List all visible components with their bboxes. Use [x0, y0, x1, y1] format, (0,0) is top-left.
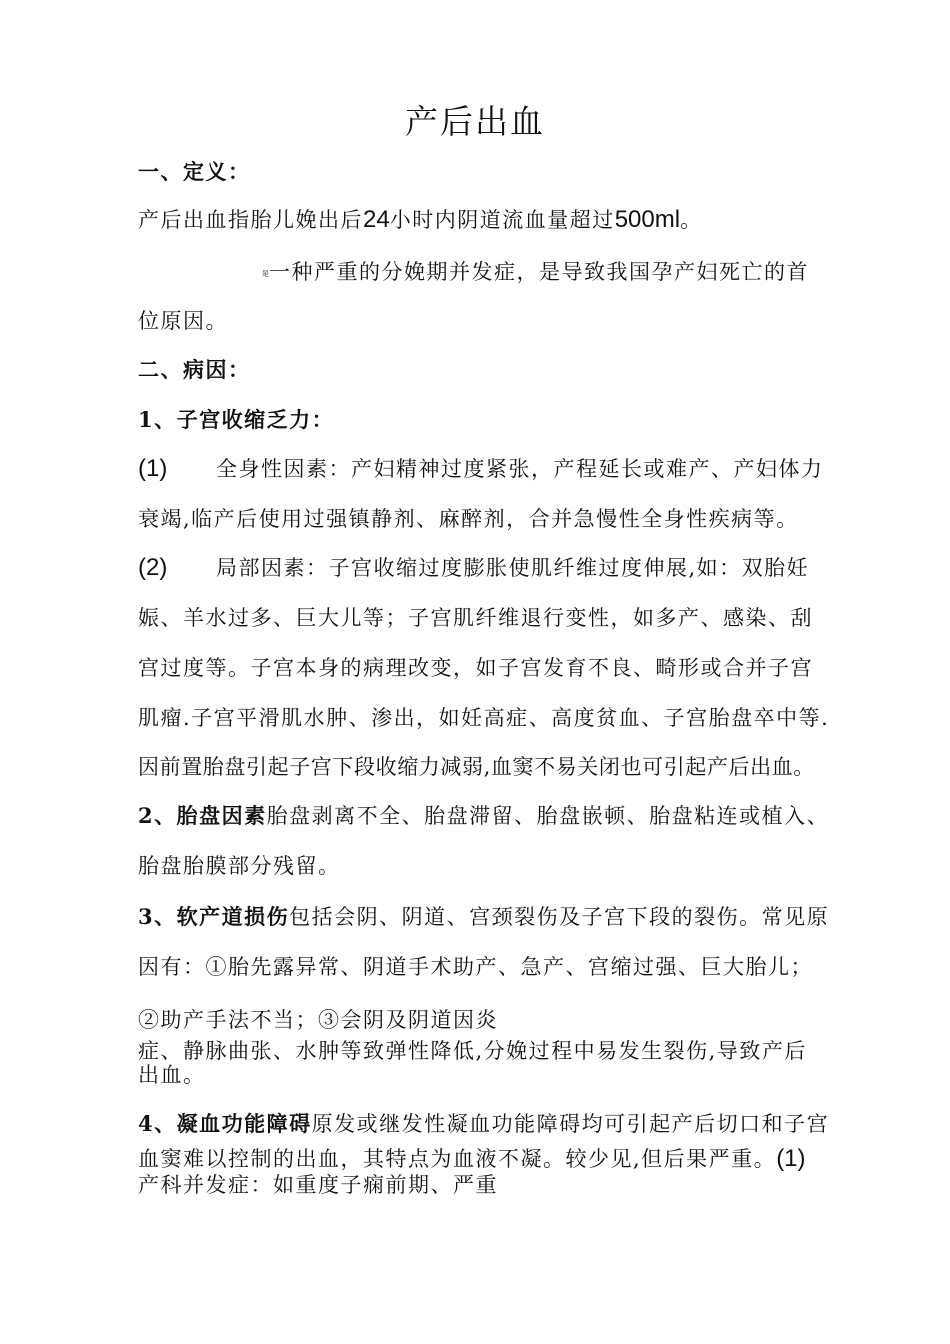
cause-3-text: 包括会阴、阴道、宫颈裂伤及子宫下段的裂伤。常见原 [289, 905, 830, 929]
cause-3-line-1 [138, 903, 829, 931]
cause-1-item-1-number: (1) [138, 455, 168, 482]
cause-1-item-1-text: 全身性因素：产妇精神过度紧张，产程延长或难产、产妇体力 [216, 457, 824, 481]
cause-1-item-2-line-3: 宫过度等。子宫本身的病理改变，如子宫发育不良、畸形或合并子宫 [138, 656, 813, 680]
page-title: 产后出血 [405, 102, 545, 141]
cause-1-item-2-number: (2) [138, 554, 168, 581]
section-heading-causes: 二、病因： [138, 357, 251, 382]
cause-3-term: 软产道损伤 [176, 904, 290, 929]
cause-4-number: 4、 [138, 1111, 177, 1136]
cause-1-item-2-line-4: 肌瘤.子宫平滑肌水肿、渗出，如妊高症、高度贫血、子宫胎盘卒中等. [138, 706, 830, 730]
definition-text-line2: 一种严重的分娩期并发症，是导致我国孕产妇死亡的首 [269, 260, 809, 284]
cause-4-line-2 [138, 1145, 806, 1172]
cause-4-text-line2: 血窦难以控制的出血，其特点为血液不凝。较少见,但后果严重。 [138, 1147, 777, 1171]
cause-3-line-4: 症、静脉曲张、水肿等致弹性降低,分娩过程中易发生裂伤,导致产后 [138, 1039, 807, 1063]
cause-1-item-1-line-2: 衰竭,临产后使用过强镇静剂、麻醉剂，合并急慢性全身性疾病等。 [138, 507, 799, 531]
cause-4-line-1 [138, 1110, 829, 1138]
cause-2-text: 胎盘剥离不全、胎盘滞留、胎盘嵌顿、胎盘粘连或植入、 [266, 804, 830, 828]
definition-line-2 [262, 258, 809, 288]
cause-1-item-2-line-5: 因前置胎盘引起子宫下段收缩力减弱,血窦不易关闭也可引起产后出血。 [138, 755, 815, 779]
cause-1-item-2-line-1 [138, 554, 809, 582]
cause-1-item-2-text: 局部因素：子宫收缩过度膨胀使肌纤维过度伸展,如：双胎妊 [216, 556, 810, 580]
definition-text-mid: 小时内阴道流血量超过 [389, 208, 615, 232]
cause-4-item-number: (1) [776, 1145, 806, 1172]
cause-4-text: 原发或继发性凝血功能障碍均可引起产后切口和子宫 [311, 1112, 830, 1136]
cause-1-item-2-line-2: 娠、羊水过多、巨大儿等；子宫肌纤维退行变性，如多产、感染、刮 [138, 606, 813, 630]
definition-text-end: 。 [680, 208, 703, 232]
definition-line-3: 位原因。 [138, 309, 228, 333]
cause-2-line-1 [138, 802, 829, 830]
cause-3-line-2: 因有：①胎先露异常、阴道手术助产、急产、宫缩过强、巨大胎儿； [138, 955, 813, 979]
cause-2-term: 胎盘因素 [176, 803, 267, 828]
cause-3-line-5: 出血。 [138, 1063, 206, 1087]
cause-2-line-2: 胎盘胎膜部分残留。 [138, 854, 341, 878]
definition-tiny-mark: 是 [262, 269, 269, 278]
definition-volume: 500ml [614, 206, 681, 233]
cause-4-line-3: 产科并发症：如重度子痫前期、严重 [138, 1173, 498, 1197]
section-heading-definition: 一、定义： [138, 159, 251, 184]
definition-text-pre: 产后出血指胎儿娩出后 [138, 208, 363, 232]
cause-4-term: 凝血功能障碍 [176, 1111, 312, 1136]
cause-3-number: 3、 [138, 904, 177, 929]
cause-2-number: 2、 [138, 803, 177, 828]
definition-line-1 [138, 206, 703, 234]
cause-1-item-1-line-1 [138, 455, 824, 483]
cause-1-heading: 1、子宫收缩乏力： [138, 407, 335, 432]
cause-3-line-3: ②助产手法不当；③会阴及阴道因炎 [138, 1008, 498, 1032]
definition-hours: 24 [363, 206, 390, 233]
